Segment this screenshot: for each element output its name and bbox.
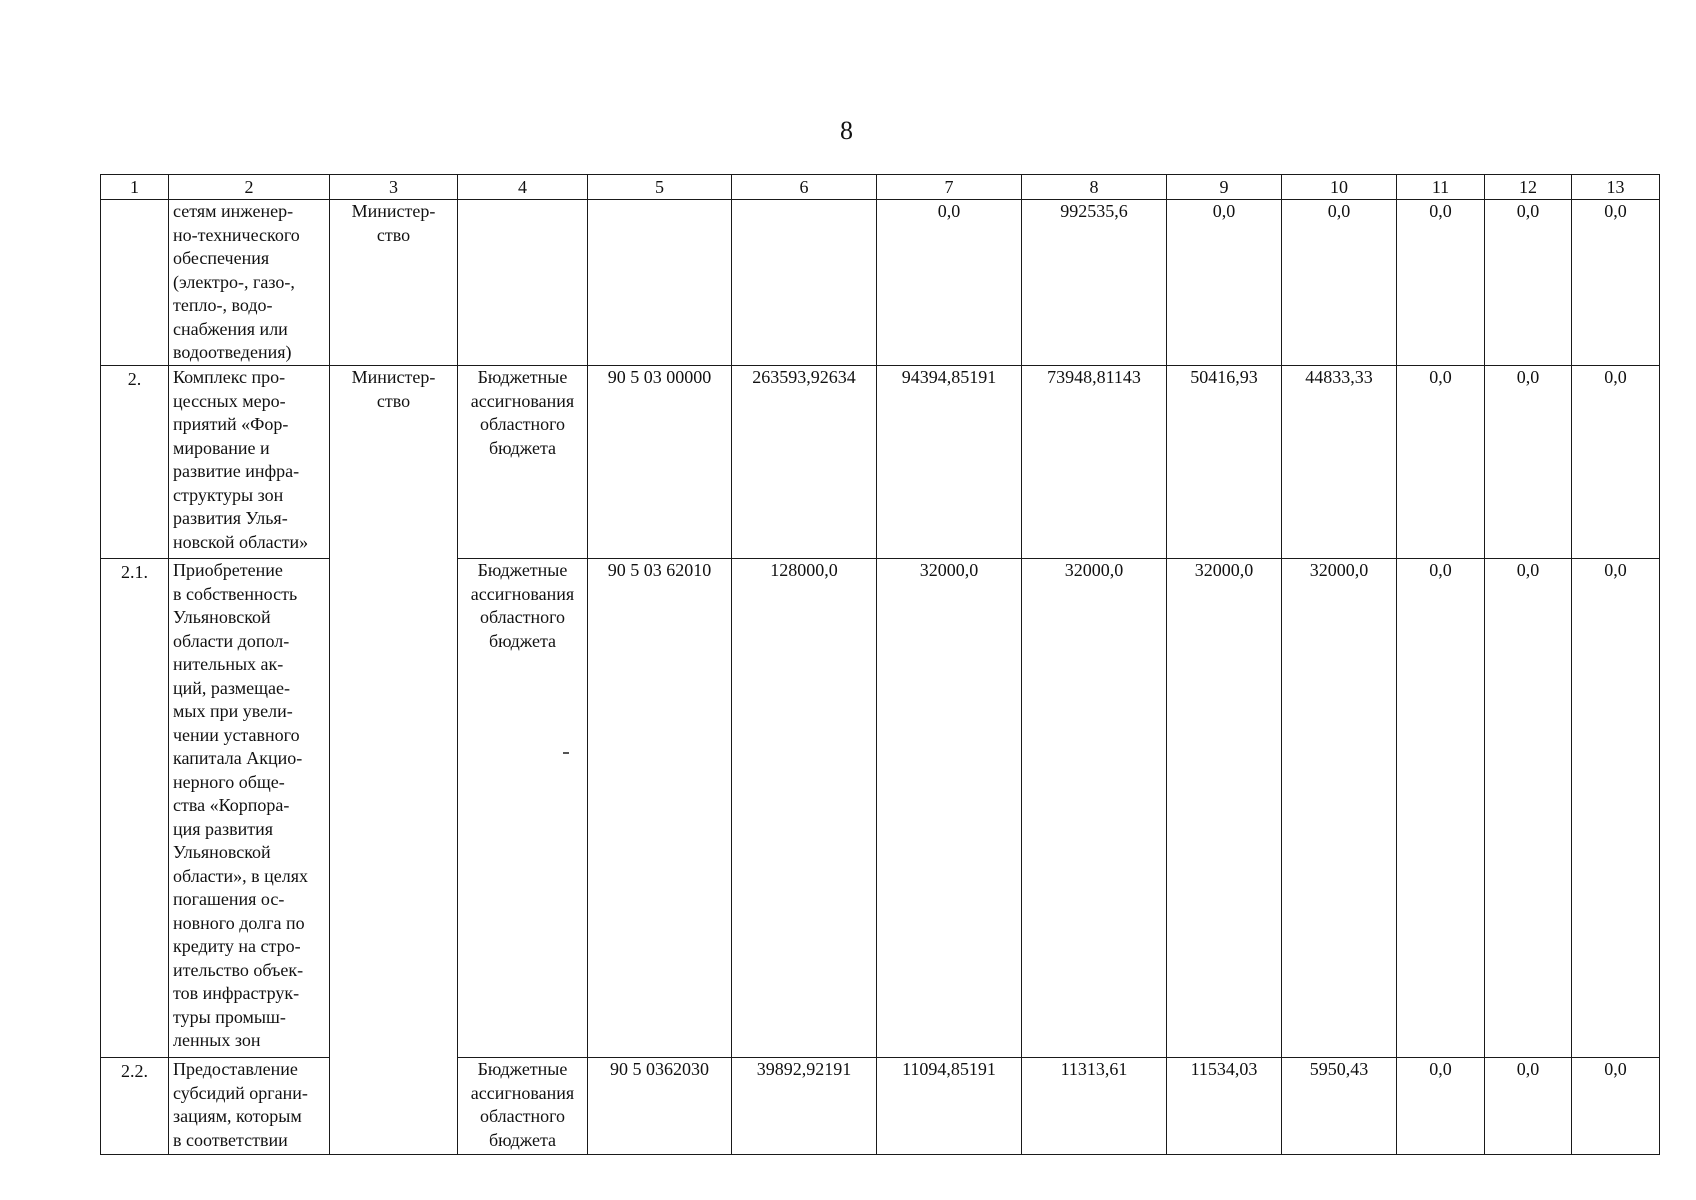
text-line: ство [376, 390, 411, 411]
text-line: приятий «Фор- [173, 414, 289, 434]
text-line: ция развития [173, 818, 274, 839]
year-amount: 73948,81143 [1022, 366, 1167, 559]
text-line: обеспечения [173, 248, 270, 268]
text-line: областного [479, 414, 566, 434]
total-amount: 128000,0 [732, 559, 877, 1058]
measure-name [169, 1058, 330, 1155]
text-line: ассигнования [470, 583, 575, 604]
text-line: капитала Акцио- [173, 748, 303, 768]
year-amount: 0,0 [877, 200, 1022, 366]
year-amount: 32000,0 [1167, 559, 1282, 1058]
column-header: 13 [1572, 175, 1660, 200]
text-line: ленных зон [173, 1030, 261, 1050]
column-header: 1 [101, 175, 169, 200]
text-line: (электро-, газо-, [173, 271, 295, 292]
text-line: бюджета [488, 630, 557, 651]
text-line: туры промыш- [173, 1006, 286, 1027]
column-header: 12 [1485, 175, 1572, 200]
text-line: мых при увели- [173, 701, 293, 721]
text-line: Ульяновской [173, 842, 271, 862]
year-amount: 32000,0 [877, 559, 1022, 1058]
table-row [101, 200, 1660, 366]
year-amount: 0,0 [1397, 366, 1485, 559]
funding-source [458, 1058, 588, 1155]
text-line: областного [479, 607, 566, 627]
column-header: 4 [458, 175, 588, 200]
year-amount: 0,0 [1572, 1058, 1660, 1155]
text-line: ций, размещае- [173, 677, 290, 698]
total-amount: 263593,92634 [732, 366, 877, 559]
text-line: тепло-, водо- [173, 295, 273, 315]
row-number: 2.2. [101, 1058, 169, 1155]
table-row [101, 366, 1660, 559]
text-line: Министер- [351, 201, 436, 221]
column-number-row [101, 175, 1660, 200]
executor [330, 366, 458, 1155]
measure-name [169, 366, 330, 559]
text-line: новного долга по [173, 912, 305, 933]
year-amount: 0,0 [1485, 366, 1572, 559]
column-header: 8 [1022, 175, 1167, 200]
column-header: 2 [169, 175, 330, 200]
total-amount: 39892,92191 [732, 1058, 877, 1155]
text-line: бюджета [488, 437, 557, 458]
year-amount: 0,0 [1397, 559, 1485, 1058]
year-amount: 32000,0 [1022, 559, 1167, 1058]
column-header: 9 [1167, 175, 1282, 200]
text-line: нительных ак- [173, 654, 284, 674]
column-header: 11 [1397, 175, 1485, 200]
text-line: ство [376, 224, 411, 245]
text-line: ассигнования [470, 1082, 575, 1103]
text-line: Комплекс про- [173, 367, 286, 387]
measure-name [169, 200, 330, 366]
text-line: области допол- [173, 630, 290, 651]
column-header: 7 [877, 175, 1022, 200]
text-line: областного [479, 1106, 566, 1126]
year-amount: 0,0 [1485, 559, 1572, 1058]
text-line: бюджета [488, 1129, 557, 1150]
text-line: Бюджетные [477, 560, 568, 580]
budget-code: 90 5 03 62010 [588, 559, 732, 1058]
year-amount: 0,0 [1397, 1058, 1485, 1155]
text-line: Министер- [351, 367, 436, 387]
funding-source [458, 366, 588, 559]
column-header: 3 [330, 175, 458, 200]
text-line: Предоставление [173, 1059, 298, 1079]
text-line: в соответствии [173, 1129, 288, 1150]
executor [330, 200, 458, 366]
text-line: но-технического [173, 224, 300, 245]
text-line: развитие инфра- [173, 461, 300, 481]
year-amount: 44833,33 [1282, 366, 1397, 559]
year-amount: 0,0 [1572, 200, 1660, 366]
text-line: в собственность [173, 583, 298, 604]
text-line: сетям инженер- [173, 201, 294, 221]
budget-table [100, 174, 1660, 1155]
column-header: 5 [588, 175, 732, 200]
text-line: чении уставного [173, 724, 300, 745]
year-amount: 0,0 [1282, 200, 1397, 366]
text-line: тов инфраструк- [173, 983, 300, 1003]
year-amount: 11534,03 [1167, 1058, 1282, 1155]
text-line: нерного обще- [173, 771, 285, 792]
year-amount: 94394,85191 [877, 366, 1022, 559]
year-amount: 0,0 [1572, 559, 1660, 1058]
text-line: Ульяновской [173, 607, 271, 627]
year-amount: 5950,43 [1282, 1058, 1397, 1155]
text-line: кредиту на стро- [173, 936, 301, 956]
text-line: области», в целях [173, 865, 309, 886]
text-line: Бюджетные [477, 1059, 568, 1079]
year-amount: 992535,6 [1022, 200, 1167, 366]
column-header: 6 [732, 175, 877, 200]
text-line: развития Улья- [173, 508, 288, 528]
year-amount: 11094,85191 [877, 1058, 1022, 1155]
text-line: ства «Корпора- [173, 795, 290, 815]
row-number [101, 200, 169, 366]
text-line: снабжения или [173, 318, 288, 339]
budget-code: 90 5 03 00000 [588, 366, 732, 559]
column-header: 10 [1282, 175, 1397, 200]
year-amount: 0,0 [1572, 366, 1660, 559]
year-amount: 0,0 [1167, 200, 1282, 366]
text-line: зациям, которым [173, 1106, 302, 1126]
text-line: погашения ос- [173, 889, 285, 909]
scan-speck [563, 752, 569, 754]
measure-name [169, 559, 330, 1058]
text-line: цессных меро- [173, 390, 286, 411]
text-line: новской области» [173, 531, 309, 552]
year-amount: 0,0 [1485, 1058, 1572, 1155]
text-line: субсидий органи- [173, 1082, 308, 1103]
year-amount: 0,0 [1397, 200, 1485, 366]
text-line: водоотведения) [173, 342, 292, 362]
text-line: мирование и [173, 437, 270, 458]
total-amount [732, 200, 877, 366]
year-amount: 32000,0 [1282, 559, 1397, 1058]
text-line: Приобретение [173, 560, 283, 580]
year-amount: 0,0 [1485, 200, 1572, 366]
row-number: 2.1. [101, 559, 169, 1058]
year-amount: 50416,93 [1167, 366, 1282, 559]
budget-code: 90 5 0362030 [588, 1058, 732, 1155]
funding-source [458, 559, 588, 1058]
funding-source [458, 200, 588, 366]
text-line: Бюджетные [477, 367, 568, 387]
year-amount: 11313,61 [1022, 1058, 1167, 1155]
text-line: структуры зон [173, 484, 284, 505]
row-number: 2. [101, 366, 169, 559]
text-line: ительство объек- [173, 959, 304, 980]
budget-code [588, 200, 732, 366]
text-line: ассигнования [470, 390, 575, 411]
page-number: 8 [840, 116, 853, 145]
